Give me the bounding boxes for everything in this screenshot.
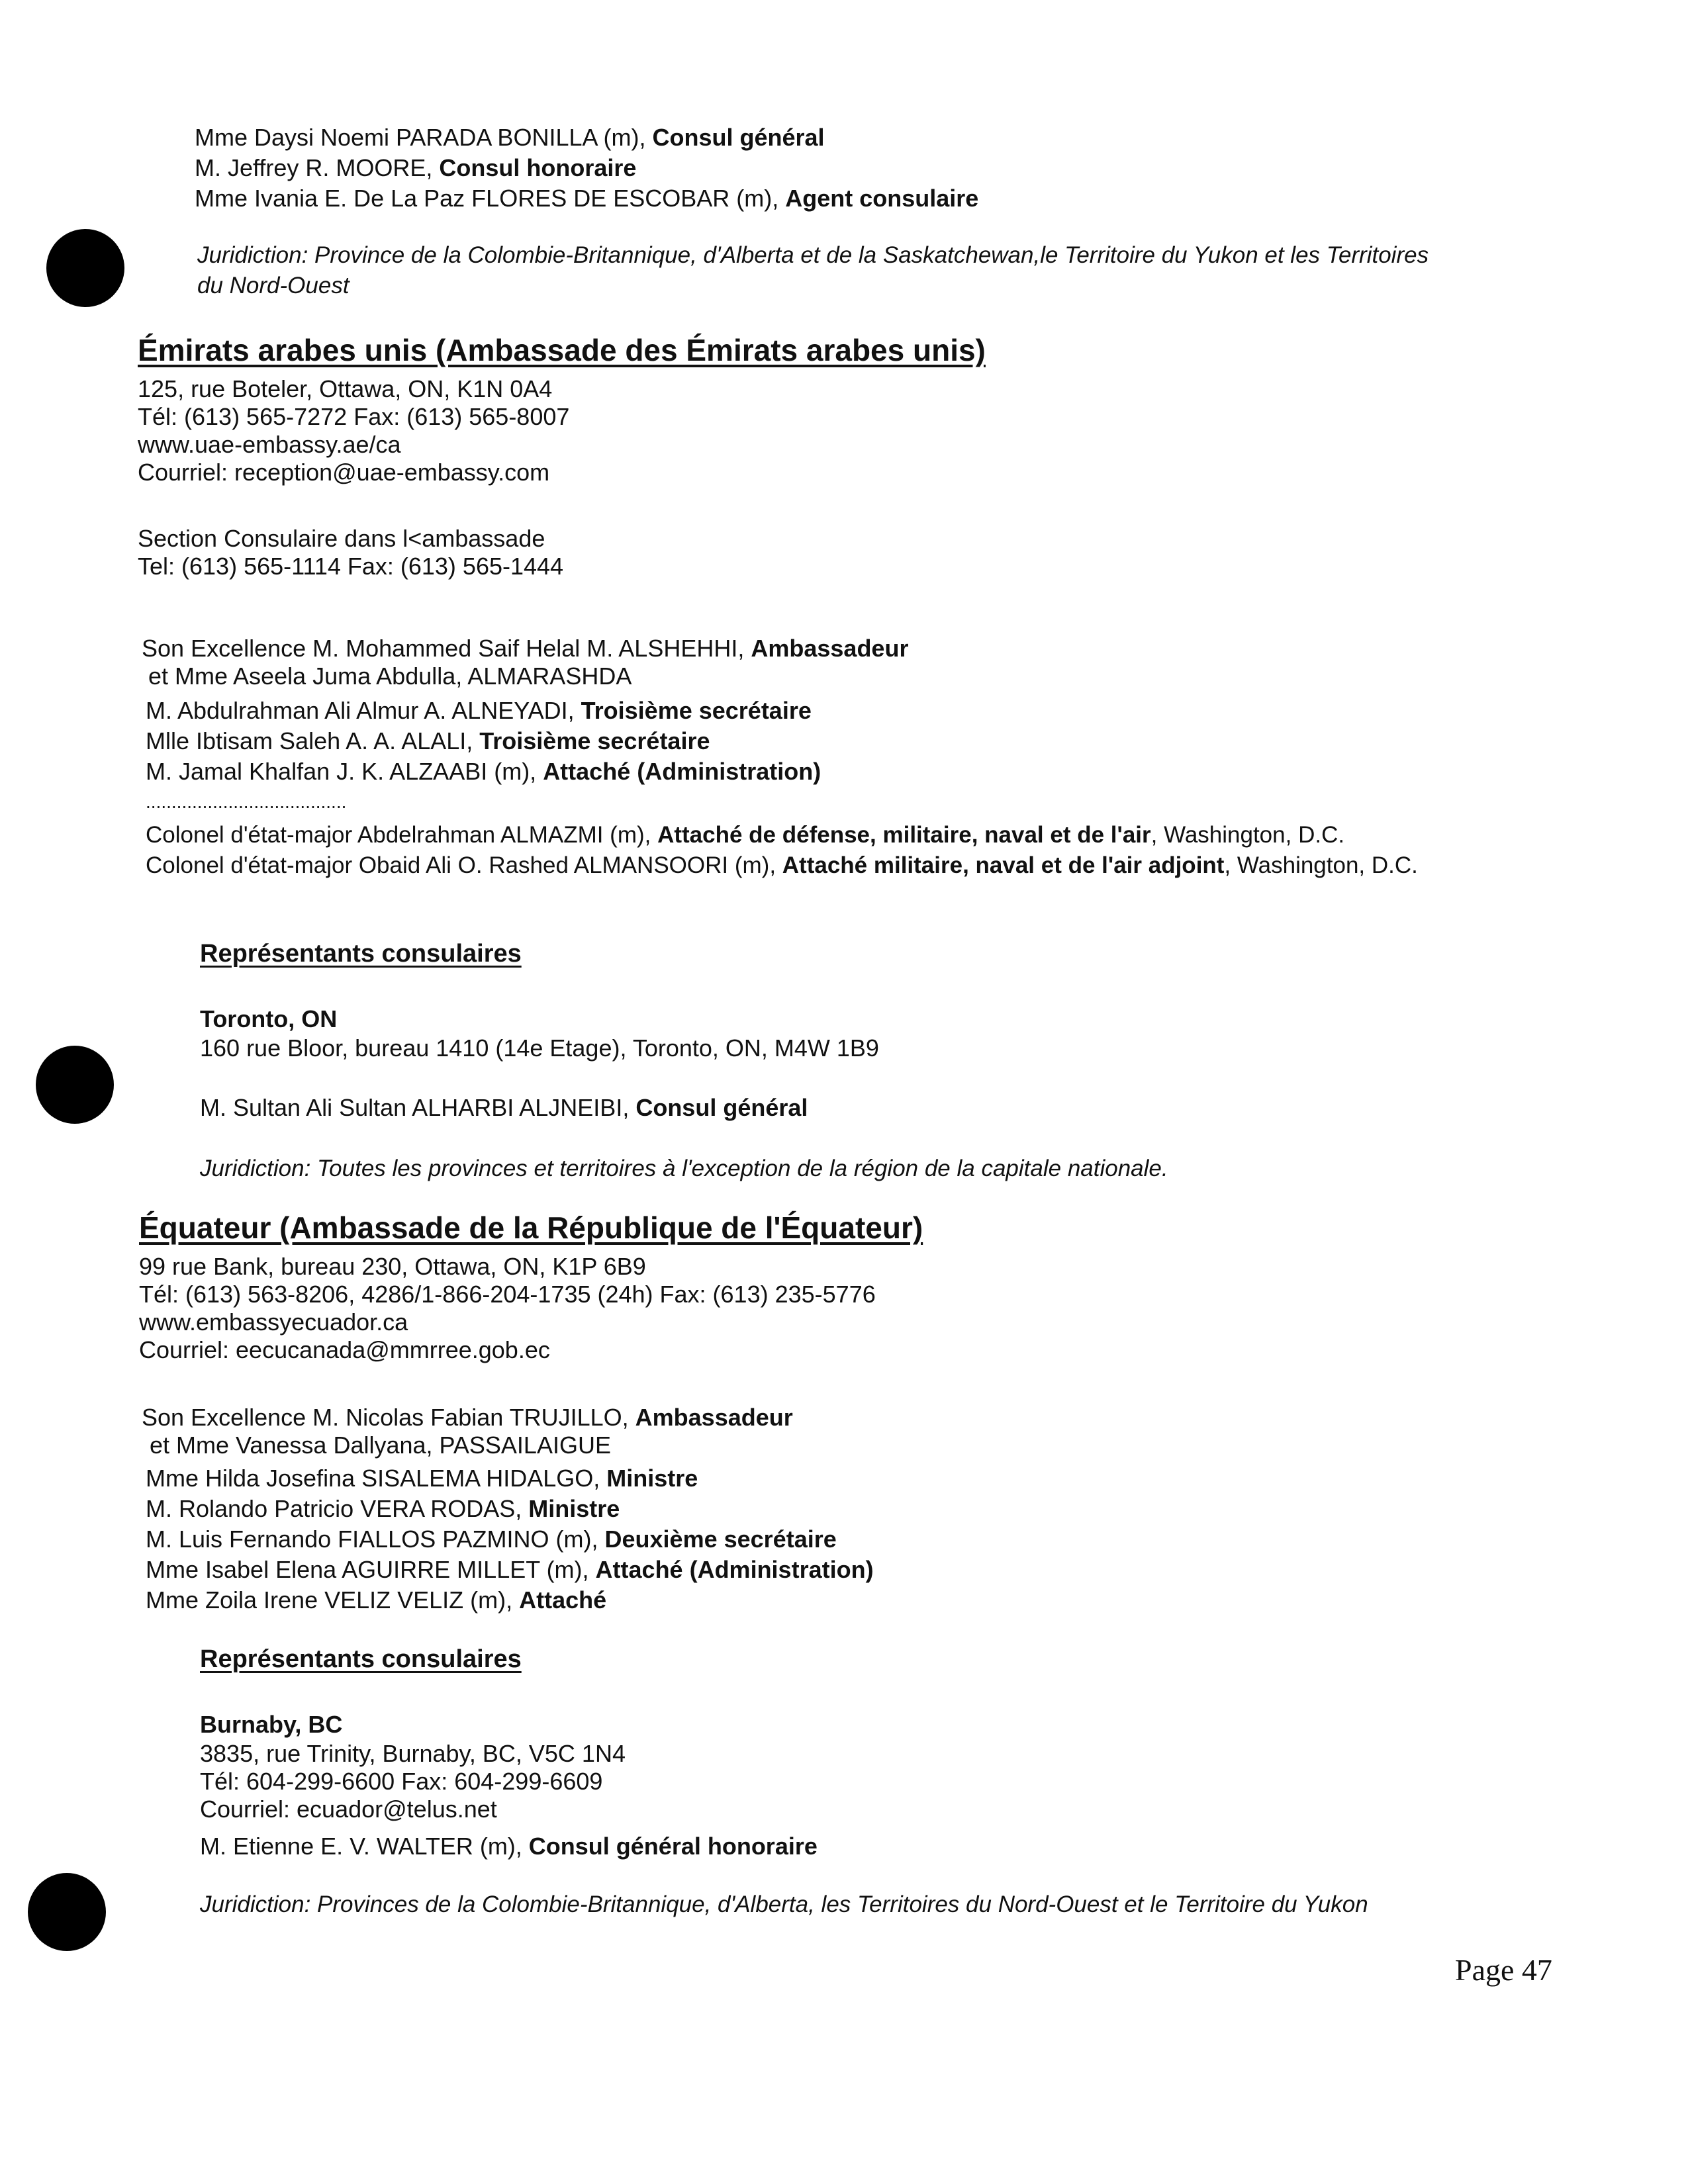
city-name: Burnaby, BC bbox=[200, 1711, 343, 1738]
person-line: Mme Isabel Elena AGUIRRE MILLET (m), Attaché (Administration) bbox=[146, 1556, 874, 1583]
page-number: Page 47 bbox=[1455, 1953, 1552, 1987]
punch-hole-2 bbox=[36, 1046, 114, 1124]
website: www.uae-embassy.ae/ca bbox=[138, 431, 401, 458]
jurisdiction-text: Juridiction: Province de la Colombie-Britannique, d'Alberta et de la Saskatchewan,le Territoire du Yukon et les Territoires bbox=[197, 242, 1429, 268]
person-line: Colonel d'état-major Abdelrahman ALMAZMI (m), Attaché de défense, militaire, naval et de l'air, Washington, D.C. bbox=[146, 822, 1345, 848]
person-line: Colonel d'état-major Obaid Ali O. Rashed ALMANSOORI (m), Attaché militaire, naval et de l'air adjoint, Washington, D.C. bbox=[146, 852, 1418, 878]
person-line: M. Jamal Khalfan J. K. ALZAABI (m), Attaché (Administration) bbox=[146, 758, 821, 785]
spouse-line: et Mme Aseela Juma Abdulla, ALMARASHDA bbox=[148, 662, 632, 690]
telephone: Tél: (613) 565-7272 Fax: (613) 565-8007 bbox=[138, 403, 570, 430]
person-line: Mme Hilda Josefina SISALEMA HIDALGO, Ministre bbox=[146, 1465, 698, 1492]
subsection-heading: Représentants consulaires bbox=[200, 1645, 522, 1673]
person-line: M. Luis Fernando FIALLOS PAZMINO (m), Deuxième secrétaire bbox=[146, 1525, 837, 1553]
punch-hole-1 bbox=[46, 229, 124, 307]
spouse-line: et Mme Vanessa Dallyana, PASSAILAIGUE bbox=[150, 1432, 611, 1459]
person-line: M. Etienne E. V. WALTER (m), Consul général honoraire bbox=[200, 1833, 818, 1860]
telephone: Tél: (613) 563-8206, 4286/1-866-204-1735 (24h) Fax: (613) 235-5776 bbox=[139, 1281, 876, 1308]
city-name: Toronto, ON bbox=[200, 1005, 338, 1032]
email: Courriel: eecucanada@mmrree.gob.ec bbox=[139, 1336, 550, 1363]
jurisdiction-text: Juridiction: Provinces de la Colombie-Britannique, d'Alberta, les Territoires du Nord-Ouest et le Territoire du Yukon bbox=[200, 1891, 1368, 1917]
subsection-heading: Représentants consulaires bbox=[200, 940, 522, 968]
person-line: M. Jeffrey R. MOORE, Consul honoraire bbox=[195, 154, 637, 181]
email: Courriel: reception@uae-embassy.com bbox=[138, 459, 550, 486]
address: 3835, rue Trinity, Burnaby, BC, V5C 1N4 bbox=[200, 1740, 626, 1767]
person-line: Mlle Ibtisam Saleh A. A. ALALI, Troisième secrétaire bbox=[146, 727, 710, 754]
telephone: Tél: 604-299-6600 Fax: 604-299-6609 bbox=[200, 1768, 603, 1795]
person-line: Mme Zoila Irene VELIZ VELIZ (m), Attaché bbox=[146, 1586, 607, 1614]
person-line: Mme Ivania E. De La Paz FLORES DE ESCOBAR (m), Agent consulaire bbox=[195, 185, 979, 212]
section-heading-uae: Émirats arabes unis (Ambassade des Émirats arabes unis) bbox=[138, 333, 986, 367]
separator: ....................................... bbox=[146, 792, 347, 812]
address: 160 rue Bloor, bureau 1410 (14e Etage), Toronto, ON, M4W 1B9 bbox=[200, 1034, 879, 1062]
person-line: Mme Daysi Noemi PARADA BONILLA (m), Consul général bbox=[195, 124, 825, 151]
consular-telephone: Tel: (613) 565-1114 Fax: (613) 565-1444 bbox=[138, 553, 564, 580]
person-line: M. Rolando Patricio VERA RODAS, Ministre bbox=[146, 1495, 620, 1522]
address: 125, rue Boteler, Ottawa, ON, K1N 0A4 bbox=[138, 375, 553, 402]
person-line: Son Excellence M. Mohammed Saif Helal M. ALSHEHHI, Ambassadeur bbox=[142, 635, 909, 662]
person-line: M. Abdulrahman Ali Almur A. ALNEYADI, Troisième secrétaire bbox=[146, 697, 812, 724]
email: Courriel: ecuador@telus.net bbox=[200, 1796, 497, 1823]
jurisdiction-text: Juridiction: Toutes les provinces et territoires à l'exception de la région de la capitale nationale. bbox=[200, 1156, 1168, 1181]
website: www.embassyecuador.ca bbox=[139, 1308, 408, 1336]
punch-hole-3 bbox=[28, 1873, 106, 1951]
person-line: Son Excellence M. Nicolas Fabian TRUJILLO, Ambassadeur bbox=[142, 1404, 793, 1431]
jurisdiction-text: du Nord-Ouest bbox=[197, 273, 350, 298]
address: 99 rue Bank, bureau 230, Ottawa, ON, K1P 6B9 bbox=[139, 1253, 646, 1280]
section-heading-ecuador: Équateur (Ambassade de la République de l'Équateur) bbox=[139, 1210, 923, 1245]
person-line: M. Sultan Ali Sultan ALHARBI ALJNEIBI, Consul général bbox=[200, 1094, 808, 1121]
consular-section: Section Consulaire dans l<ambassade bbox=[138, 525, 545, 552]
